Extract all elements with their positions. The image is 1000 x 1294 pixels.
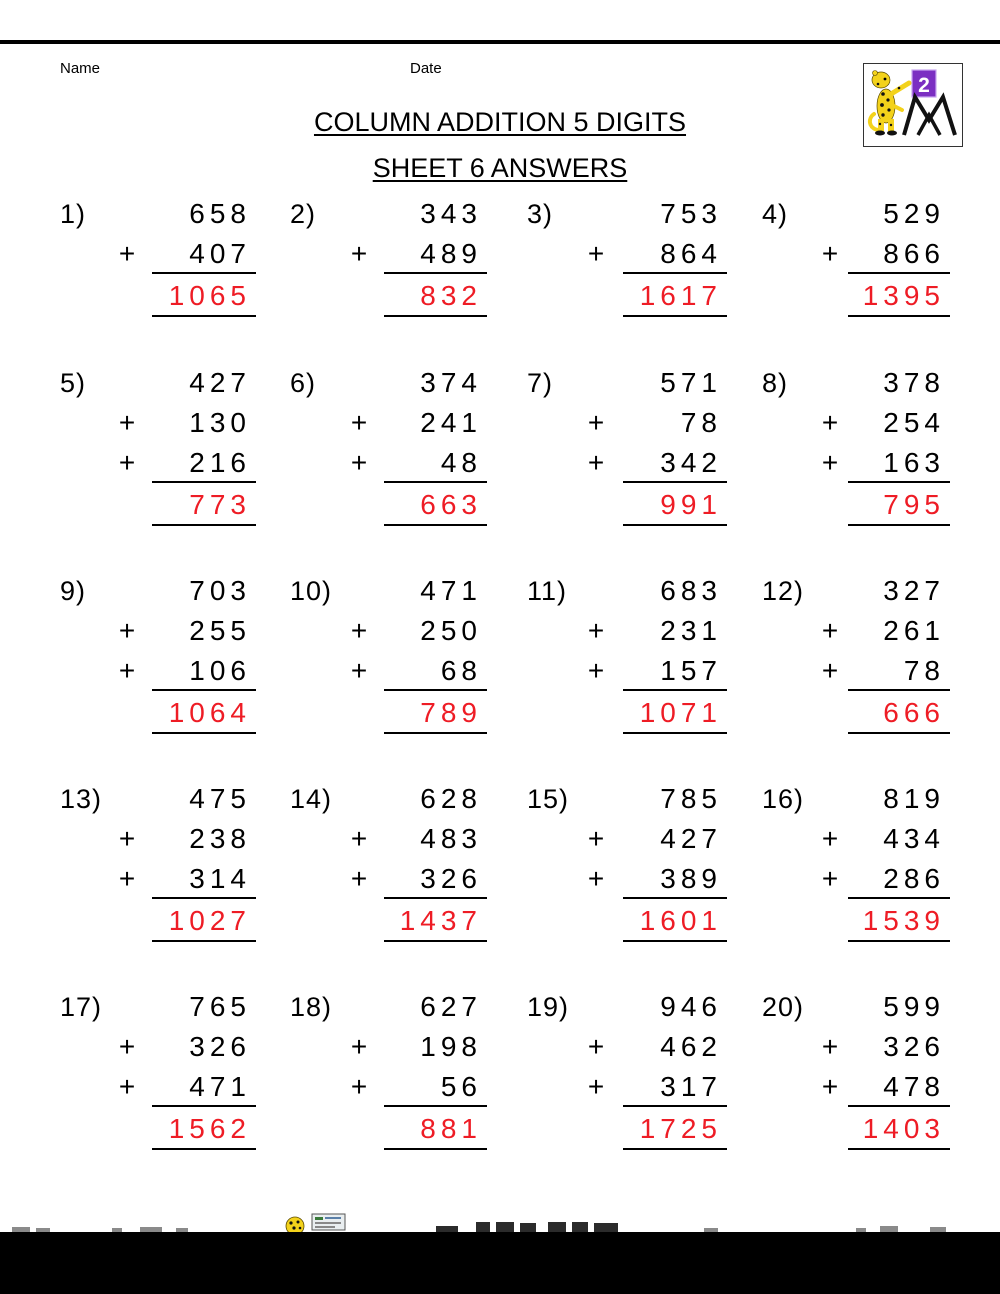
plus-sign: + [587,1031,605,1062]
answer-underline [848,1148,950,1150]
answer: 1071 [639,697,722,728]
date-label: Date [410,60,442,77]
problem-11 [527,571,727,735]
addend: 462 [660,1031,722,1062]
addend: 106 [189,655,251,686]
addend: 56 [440,1071,482,1102]
plus-sign: + [118,407,136,438]
addend: 78 [680,407,722,438]
plus-sign: + [350,655,368,686]
sheet-title: COLUMN ADDITION 5 DIGITS [313,107,687,137]
addend: 407 [189,238,251,269]
answer-underline [848,940,950,942]
addend: 571 [660,367,722,398]
addend: 48 [440,447,482,478]
plus-sign: + [350,823,368,854]
answer-underline [152,1148,256,1150]
answer: 773 [189,489,251,520]
answer-underline [152,524,256,526]
problem-6 [290,363,487,527]
addend: 864 [660,238,722,269]
answer: 881 [420,1113,482,1144]
sum-line [623,897,727,899]
addend: 427 [660,823,722,854]
problem-number: 19) [527,992,570,1022]
answer-underline [623,732,727,734]
addend: 627 [420,991,482,1022]
plus-sign: + [587,655,605,686]
addend: 286 [883,863,945,894]
problem-number: 9) [60,576,87,606]
answer-underline [384,1148,487,1150]
addend: 427 [189,367,251,398]
addend: 378 [883,367,945,398]
plus-sign: + [350,447,368,478]
addend: 255 [189,615,251,646]
addend: 478 [883,1071,945,1102]
plus-sign: + [118,863,136,894]
answer-underline [384,732,487,734]
problem-number: 16) [762,784,805,814]
sheet-subtitle: SHEET 6 ANSWERS [372,153,628,183]
answer-underline [848,524,950,526]
sum-line [384,897,487,899]
plus-sign: + [118,655,136,686]
problem-1 [60,194,256,318]
sum-line [848,689,950,691]
answer: 1065 [168,280,251,311]
answer-underline [848,732,950,734]
answer: 1601 [639,905,722,936]
plus-sign: + [350,238,368,269]
addend: 819 [883,783,945,814]
plus-sign: + [587,615,605,646]
addend: 343 [420,198,482,229]
footer-fragment [548,1222,566,1232]
answer: 1562 [168,1113,251,1144]
addend: 130 [189,407,251,438]
plus-sign: + [821,1071,839,1102]
addend: 78 [903,655,945,686]
answer: 1725 [639,1113,722,1144]
problem-10 [290,571,487,735]
problem-number: 5) [60,368,87,398]
answer: 1437 [399,905,482,936]
problem-3 [527,194,727,318]
plus-sign: + [350,407,368,438]
problem-number: 15) [527,784,570,814]
plus-sign: + [118,238,136,269]
problem-number: 6) [290,368,317,398]
problem-20 [762,987,950,1151]
addend: 628 [420,783,482,814]
addend: 434 [883,823,945,854]
plus-sign: + [587,447,605,478]
problem-18 [290,987,487,1151]
addend: 261 [883,615,945,646]
addend: 326 [420,863,482,894]
problem-number: 12) [762,576,805,606]
plus-sign: + [821,407,839,438]
sum-line [848,481,950,483]
problem-number: 11) [527,576,568,606]
addend: 198 [420,1031,482,1062]
problem-4 [762,194,950,318]
addend: 489 [420,238,482,269]
answer: 1027 [168,905,251,936]
addend: 326 [189,1031,251,1062]
plus-sign: + [350,863,368,894]
answer: 1539 [862,905,945,936]
problem-13 [60,779,256,943]
addend: 342 [660,447,722,478]
problem-number: 20) [762,992,805,1022]
addend: 471 [420,575,482,606]
addend: 753 [660,198,722,229]
addend: 703 [189,575,251,606]
footer-fragment [572,1222,588,1232]
logo-number: 2 [918,74,930,97]
plus-sign: + [118,615,136,646]
addend: 374 [420,367,482,398]
problem-number: 4) [762,199,789,229]
plus-sign: + [821,238,839,269]
addend: 241 [420,407,482,438]
problem-number: 18) [290,992,333,1022]
addend: 317 [660,1071,722,1102]
problem-15 [527,779,727,943]
problem-14 [290,779,487,943]
answer-underline [623,524,727,526]
addend: 529 [883,198,945,229]
plus-sign: + [350,1071,368,1102]
plus-sign: + [118,1031,136,1062]
sum-line [848,272,950,274]
plus-sign: + [821,615,839,646]
sum-line [848,897,950,899]
addend: 785 [660,783,722,814]
addend: 250 [420,615,482,646]
plus-sign: + [821,1031,839,1062]
addend: 68 [440,655,482,686]
answer: 1064 [168,697,251,728]
sum-line [152,481,256,483]
addend: 216 [189,447,251,478]
footer-fragment [496,1222,514,1232]
addend: 238 [189,823,251,854]
problem-19 [527,987,727,1151]
plus-sign: + [821,863,839,894]
problem-9 [60,571,256,735]
sum-line [152,272,256,274]
sum-line [152,1105,256,1107]
addend: 314 [189,863,251,894]
problem-12 [762,571,950,735]
sum-line [384,481,487,483]
problem-16 [762,779,950,943]
addend: 231 [660,615,722,646]
problem-number: 7) [527,368,554,398]
plus-sign: + [350,615,368,646]
plus-sign: + [587,1071,605,1102]
sum-line [152,897,256,899]
footer-fragment [594,1223,618,1232]
problem-number: 14) [290,784,333,814]
sum-line [623,481,727,483]
plus-sign: + [821,655,839,686]
answer-underline [384,315,487,317]
addend: 483 [420,823,482,854]
worksheet-thumbnail-icon [311,1212,347,1232]
answer-underline [152,732,256,734]
addend: 683 [660,575,722,606]
problem-number: 2) [290,199,317,229]
answer: 1395 [862,280,945,311]
addend: 163 [883,447,945,478]
footer-fragment [476,1222,490,1232]
plus-sign: + [350,1031,368,1062]
problem-2 [290,194,487,318]
problem-8 [762,363,950,527]
leopard-head-icon [284,1214,306,1232]
answer-underline [623,315,727,317]
answer: 1617 [639,280,722,311]
plus-sign: + [118,823,136,854]
answer: 789 [420,697,482,728]
addend: 599 [883,991,945,1022]
answer: 663 [420,489,482,520]
sum-line [623,689,727,691]
plus-sign: + [821,823,839,854]
plus-sign: + [587,407,605,438]
addend: 471 [189,1071,251,1102]
addend: 866 [883,238,945,269]
sum-line [384,1105,487,1107]
plus-sign: + [118,447,136,478]
problem-number: 3) [527,199,554,229]
answer: 991 [660,489,722,520]
problem-5 [60,363,256,527]
answer: 832 [420,280,482,311]
sum-line [384,689,487,691]
name-label: Name [60,60,101,77]
answer: 1403 [862,1113,945,1144]
addend: 157 [660,655,722,686]
answer: 795 [883,489,945,520]
answer: 666 [883,697,945,728]
addend: 389 [660,863,722,894]
plus-sign: + [587,238,605,269]
answer-underline [384,940,487,942]
problem-7 [527,363,727,527]
addend: 475 [189,783,251,814]
plus-sign: + [587,823,605,854]
problem-number: 17) [60,992,103,1022]
footer-band [0,1232,1000,1294]
answer-underline [848,315,950,317]
sum-line [848,1105,950,1107]
addend: 327 [883,575,945,606]
answer-underline [623,1148,727,1150]
problem-number: 8) [762,368,789,398]
sum-line [623,1105,727,1107]
plus-sign: + [118,1071,136,1102]
addend: 254 [883,407,945,438]
addend: 326 [883,1031,945,1062]
addend: 765 [189,991,251,1022]
answer-underline [152,315,256,317]
addend: 946 [660,991,722,1022]
answer-underline [384,524,487,526]
problem-number: 13) [60,784,103,814]
answer-underline [623,940,727,942]
footer-fragment [520,1223,536,1232]
answer-underline [152,940,256,942]
problem-number: 10) [290,576,333,606]
plus-sign: + [821,447,839,478]
sum-line [384,272,487,274]
plus-sign: + [587,863,605,894]
sum-line [152,689,256,691]
problem-number: 1) [60,199,87,229]
problem-17 [60,987,256,1151]
sum-line [623,272,727,274]
addend: 658 [189,198,251,229]
